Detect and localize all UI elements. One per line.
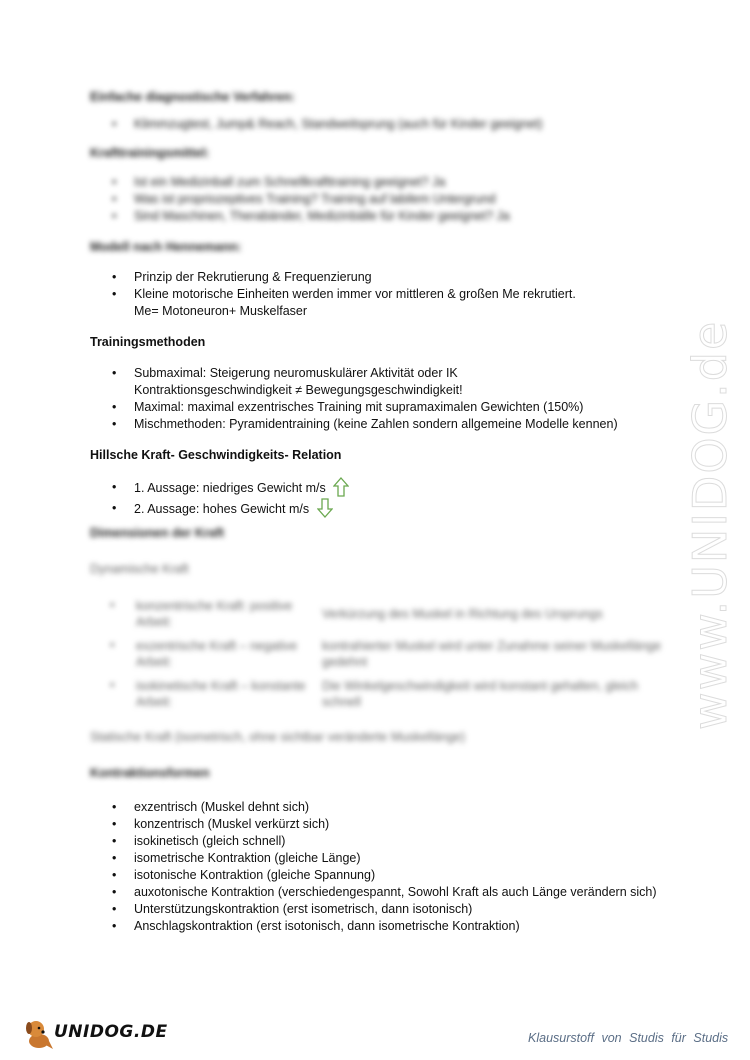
list-item: • Submaximal: Steigerung neuromuskulärer Aktivität oder IK <box>112 366 458 380</box>
list-item: • isotonische Kontraktion (gleiche Spannung) <box>112 868 376 882</box>
list-item: • Klimmzugtest, Jump& Reach, Standweitsprung (auch für Kinder geeignet) <box>112 117 543 131</box>
list-item: • Mischmethoden: Pyramidentraining (keine Zahlen sondern allgemeine Modelle kennen) <box>112 417 618 431</box>
footer-logo <box>22 1016 172 1050</box>
list-item-continuation: Kontraktionsgeschwindigkeit ≠ Bewegungsgeschwindigkeit! <box>134 383 463 397</box>
list-item: • Was ist propriozeptives Training? Training auf labilem Untergrund <box>112 192 496 206</box>
list-item: • Unterstützungskontraktion (erst isometrisch, dann isotonisch) <box>112 902 473 916</box>
footer-tagline: Klausurstoff von Studis für Studis <box>528 1031 729 1045</box>
subheading-dynamic-force: Dynamische Kraft <box>90 562 189 576</box>
table-row: • konzentrische Kraft: positive Arbeit: Verkürzung des Muskel in Richtung des Ursprungs <box>110 598 603 629</box>
list-item: • Sind Maschinen, Therabänder, Medizinbälle für Kinder geeignet? Ja <box>112 209 510 223</box>
list-item: • Ist ein Medizinball zum Schnellkrafttraining geeignet? Ja <box>112 175 446 189</box>
heading-hill-relation: Hillsche Kraft- Geschwindigkeits- Relation <box>90 448 342 462</box>
list-hennemann-model <box>90 269 690 320</box>
logo-text: UNIDOG.DE <box>54 1022 168 1042</box>
heading-diagnostic-methods: Einfache diagnostische Verfahren: <box>90 90 295 104</box>
dog-mascot-icon <box>22 1016 56 1050</box>
arrow-up-icon <box>333 477 349 497</box>
heading-training-methods: Trainingsmethoden <box>90 335 206 349</box>
static-force-note: Statische Kraft (isometrisch, ohne sichtbar veränderte Muskellänge) <box>90 730 466 744</box>
list-training-equipment <box>90 174 690 225</box>
list-item: • isometrische Kontraktion (gleiche Länge) <box>112 851 361 865</box>
list-item: • Prinzip der Rekrutierung & Frequenzierung <box>112 270 372 284</box>
heading-force-dimensions: Dimensionen der Kraft <box>90 526 225 540</box>
heading-contraction-forms: Kontraktionsformen <box>90 766 210 780</box>
list-item: • konzentrisch (Muskel verkürzt sich) <box>112 817 330 831</box>
list-item: • 1. Aussage: niedriges Gewicht m/s <box>90 477 690 498</box>
list-item: • Anschlagskontraktion (erst isotonisch, dann isometrische Kontraktion) <box>112 919 520 933</box>
list-item: • 2. Aussage: hohes Gewicht m/s <box>90 498 690 519</box>
table-row: • isokinetische Kraft – konstante Arbeit: Die Winkelgeschwindigkeit wird konstant gehalten, gleich schnell <box>110 678 639 709</box>
list-item-continuation: Me= Motoneuron+ Muskelfaser <box>134 304 308 318</box>
list-item: • Kleine motorische Einheiten werden immer vor mittleren & großen Me rekrutiert. <box>112 287 576 301</box>
list-training-methods <box>90 365 690 433</box>
force-types-table <box>110 598 670 718</box>
arrow-down-icon <box>317 498 333 518</box>
list-hill-relation <box>90 477 690 519</box>
heading-training-equipment: Krafttrainingsmittel: <box>90 146 210 160</box>
list-item: • Maximal: maximal exzentrisches Training mit supramaximalen Gewichten (150%) <box>112 400 584 414</box>
list-item: • exzentrisch (Muskel dehnt sich) <box>112 800 310 814</box>
table-row: • exzentrische Kraft – negative Arbeit: kontrahierter Muskel wird unter Zunahme seiner Muskellänge gedehnt <box>110 638 662 669</box>
list-diagnostic-methods <box>90 116 690 133</box>
list-contraction-forms <box>90 799 690 935</box>
watermark-text: www.UNIDOG.de <box>683 319 737 730</box>
heading-hennemann-model: Modell nach Hennemann: <box>90 240 242 254</box>
list-item: • auxotonische Kontraktion (verschiedengespannt, Sowohl Kraft als auch Länge verändern sich) <box>112 885 657 899</box>
list-item: • isokinetisch (gleich schnell) <box>112 834 286 848</box>
